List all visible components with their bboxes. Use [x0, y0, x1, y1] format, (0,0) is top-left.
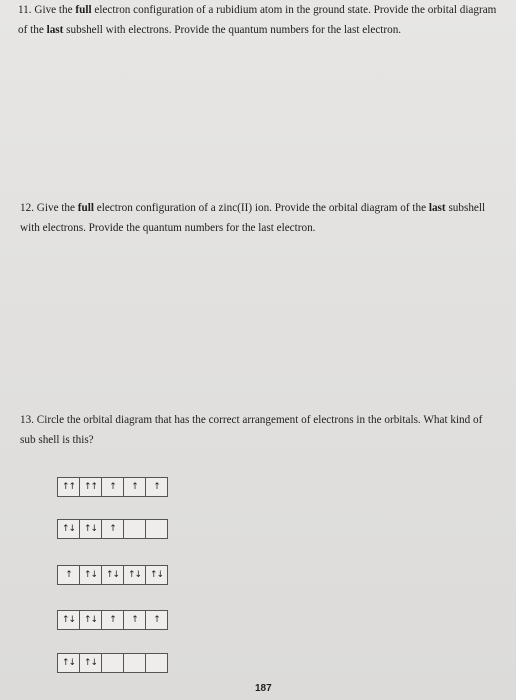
page-number: 187: [255, 683, 272, 694]
orbital-box: [124, 654, 146, 672]
orbital-box: ↑↑: [58, 478, 80, 496]
orbital-box: ↑↓: [58, 654, 80, 672]
orbital-box: ↑↓: [102, 566, 124, 584]
orbital-box: ↑↑: [80, 478, 102, 496]
orbital-box: ↑: [58, 566, 80, 584]
orbital-box: ↑↓: [58, 520, 80, 538]
orbital-box: ↑↓: [58, 611, 80, 629]
question-12: 12. Give the full electron configuration of a zinc(II) ion. Provide the orbital diagram of the last subshell with electrons. Provide the quantum numbers for the last electron.: [20, 202, 486, 234]
question-11: 11. Give the full electron configuration of a rubidium atom in the ground state. Provide the orbital diagram of the last subshell with electrons. Provide the quantum numbers for the last electron.: [18, 4, 497, 36]
orbital-diagram-4[interactable]: [57, 610, 168, 630]
orbital-box: ↑↓: [149, 570, 164, 580]
orbital-diagram-1[interactable]: [57, 477, 168, 497]
orbital-box: [146, 520, 167, 538]
orbital-box: ↑↓: [124, 566, 146, 584]
question-13: 13. Circle the orbital diagram that has the correct arrangement of electrons in the orbitals. What kind of sub shell is this?: [20, 414, 483, 446]
orbital-box: [146, 654, 167, 672]
orbital-box: ↑: [153, 482, 160, 492]
orbital-box: ↑: [124, 478, 146, 496]
orbital-box: ↑: [102, 478, 124, 496]
question-number: 11.: [18, 4, 32, 16]
orbital-diagram-3[interactable]: [57, 565, 168, 585]
orbital-box: ↑: [124, 611, 146, 629]
orbital-box: ↑↓: [80, 654, 102, 672]
orbital-diagram-5[interactable]: [57, 653, 168, 673]
question-number: 12.: [20, 202, 34, 214]
orbital-box: ↑: [102, 611, 124, 629]
question-number: 13.: [20, 414, 34, 426]
orbital-box: ↑↓: [80, 566, 102, 584]
orbital-box: [124, 520, 146, 538]
orbital-diagram-2[interactable]: [57, 519, 168, 539]
orbital-box: [102, 654, 124, 672]
orbital-box: ↑↓: [80, 611, 102, 629]
orbital-box: ↑: [153, 615, 160, 625]
orbital-box: ↑↓: [80, 520, 102, 538]
orbital-box: ↑: [102, 520, 124, 538]
